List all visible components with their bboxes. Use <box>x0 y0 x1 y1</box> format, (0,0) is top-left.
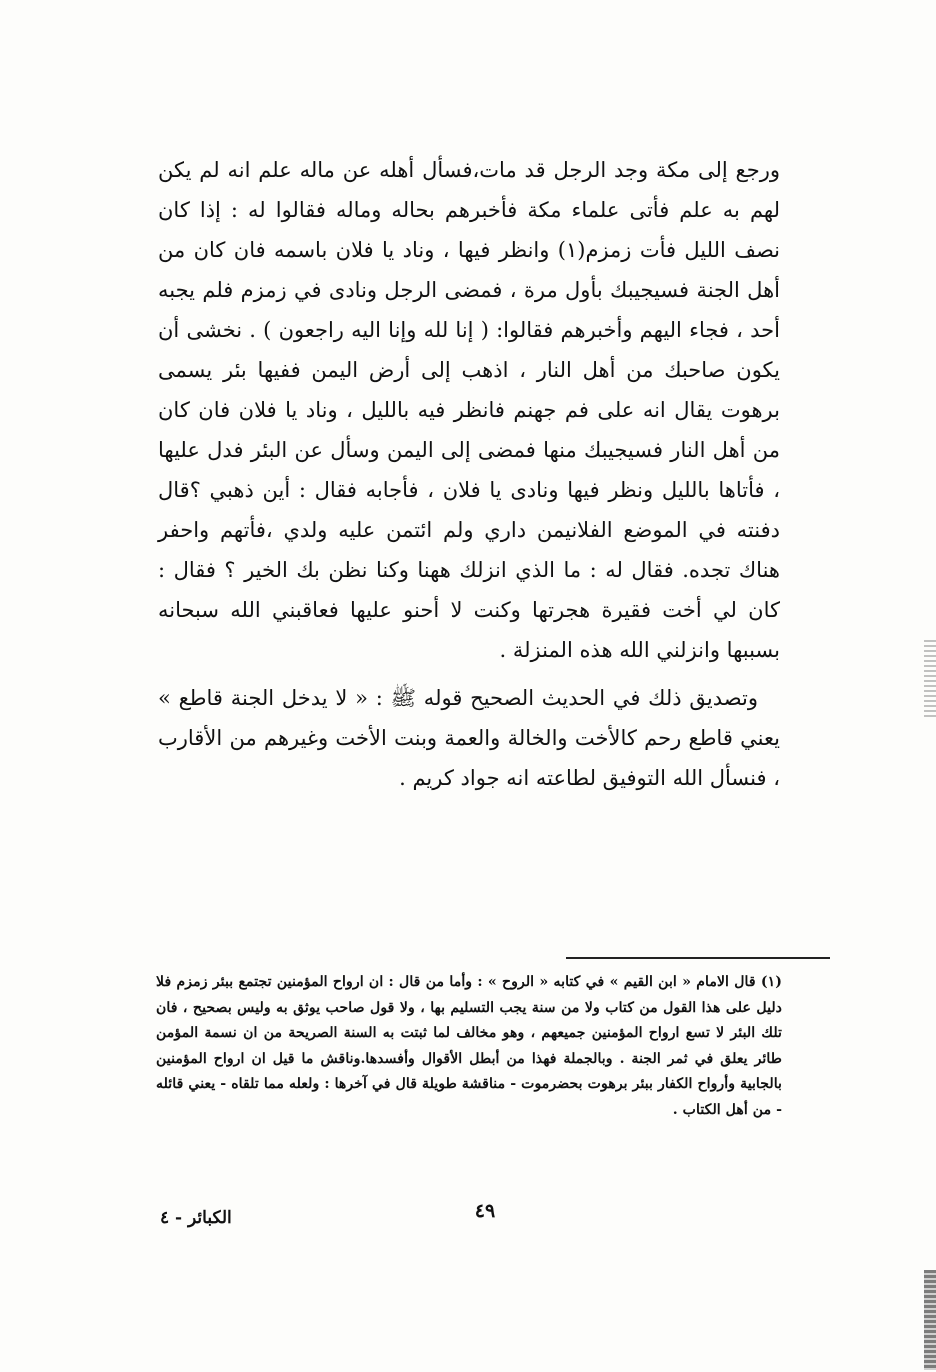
footnote-text: (١) قال الامام « ابن القيم » في كتابه « الروح » : وأما من قال : ان ارواح المؤمنين تجتمع ببئر زمزم فلا دليل على هذا القول من كتاب ولا من سنة يجب التسليم بها ، ولا قول صاحب يوثق به وليس بصحيح ، فان تلك البئر لا تسع ارواح المؤمنين جميعهم ، وهو مخالف لما ثبتت به السنة الصريحة من ان نسمة المؤمن طائر يعلق في ثمر الجنة . وبالجملة فهذا من أبطل الأقوال وأفسدها.وناقش ما قيل ان ارواح المؤمنين بالجابية وأرواح الكفار ببئر برهوت بحضرموت - مناقشة طويلة قال في آخرها : ولعله مما تلقاه - يعني قائله - من أهل الكتاب . <box>156 974 782 1118</box>
main-paragraph-1: ورجع إلى مكة وجد الرجل قد مات،فسأل أهله عن ماله علم انه لم يكن لهم به علم فأتى علماء مكة فأخبرهم بحاله وماله فقالوا له : إذا كان نصف الليل فأت زمزم(١) وانظر فيها ، وناد يا فلان باسمه فان كان من أهل الجنة فسيجيبك بأول مرة ، فمضى الرجل ونادى في زمزم فلم يجبه أحد ، فجاء اليهم وأخبرهم فقالوا: ( إنا لله وإنا اليه راجعون ) . نخشى أن يكون صاحبك من أهل النار ، اذهب إلى أرض اليمن ففيها بئر يسمى برهوت يقال انه على فم جهنم فانظر فيه بالليل ، وناد يا فلان فان كان من أهل النار فسيجيبك منها فمضى إلى اليمن وسأل عن البئر فدل عليها ، فأتاها بالليل ونظر فيها ونادى يا فلان ، فأجابه فقال : أين ذهبي ؟قال دفنته في الموضع الفلانيمن داري ولم ائتمن عليه ولدي ،فأتهم واحفر هناك تجده. فقال له : ما الذي انزلك ههنا وكنا نظن بك الخير ؟ فقال : كان لي أخت فقيرة هجرتها وكنت لا أحنو عليها فعاقبني الله سبحانه بسببها وانزلني الله هذه المنزلة . <box>158 158 781 662</box>
page-number: ٤٩ <box>474 1200 496 1222</box>
scan-edge-noise <box>924 1270 936 1370</box>
scan-edge-noise <box>924 640 936 720</box>
running-footer: الكبائر - ٤ <box>160 1208 232 1228</box>
main-paragraph-2: وتصديق ذلك في الحديث الصحيح قوله ﷺ : « لا يدخل الجنة قاطع » يعني قاطع رحم كالأخت والخالة والعمة وبنت الأخت وغيرهم من الأقارب ، فنسأل الله التوفيق لطاعته انه جواد كريم . <box>158 686 780 790</box>
main-text <box>158 150 780 798</box>
footnote-separator <box>566 957 830 959</box>
footnote <box>156 970 782 1124</box>
